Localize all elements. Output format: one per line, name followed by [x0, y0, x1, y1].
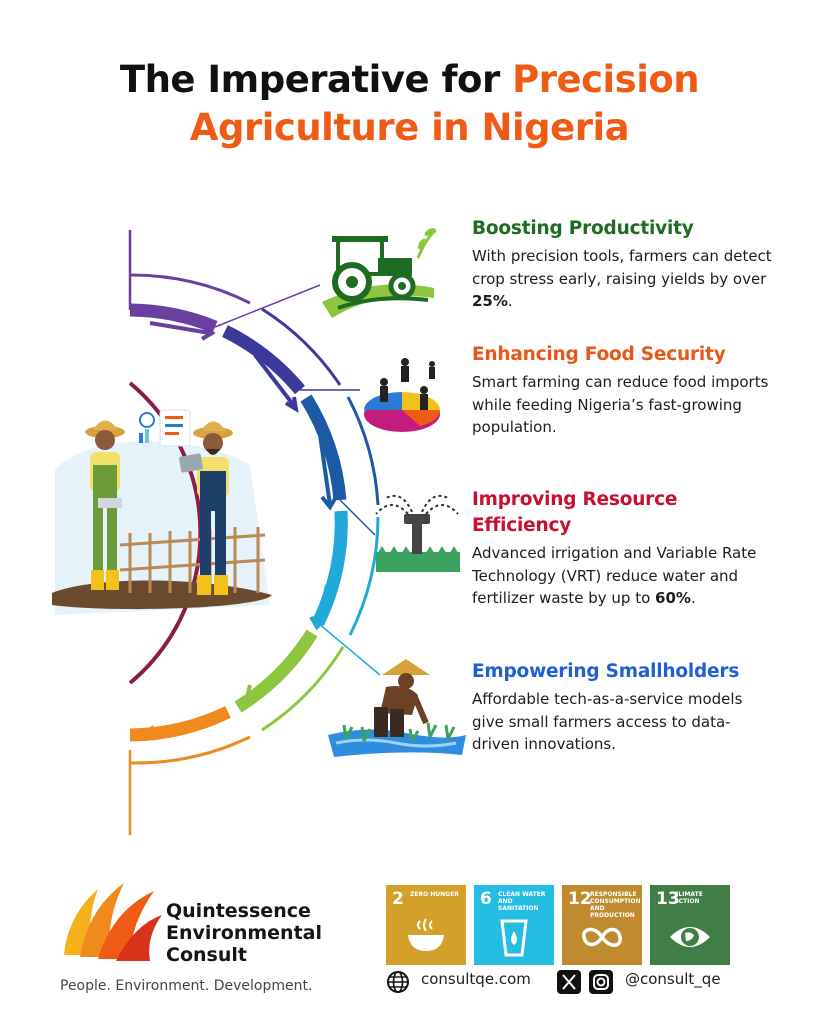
arc-segment-purple — [130, 310, 215, 327]
sprinkler-icon — [372, 490, 462, 576]
rice-farmer-icon — [326, 655, 466, 765]
feature-enhancing-food-security — [472, 342, 772, 439]
feature-description: With precision tools, farmers can detect crop stress early, raising yields by over 25%. — [472, 247, 772, 310]
x-twitter-icon[interactable] — [557, 970, 581, 994]
sdg-badge-6: 6 CLEAN WATER AND SANITATION — [474, 885, 554, 965]
data-dashboard — [139, 410, 190, 446]
feature-heading: Empowering Smallholders — [472, 661, 740, 682]
water-glass-icon — [492, 917, 536, 957]
pie-chart-people-icon — [360, 352, 450, 442]
sdg-badge-12: 12 RESPONSIBLE CONSUMPTION AND PRODUCTION — [562, 885, 642, 965]
tractor-icon — [318, 218, 438, 326]
feature-description: Advanced irrigation and Variable Rate Technology (VRT) reduce water and fertilizer waste by up to 60%. — [472, 544, 757, 607]
title-line-2: Agriculture in Nigeria — [189, 106, 630, 149]
feature-heading: Improving Resource Efficiency — [472, 489, 678, 536]
feature-heading: Boosting Productivity — [472, 218, 694, 239]
globe-icon — [386, 970, 410, 994]
instagram-icon[interactable] — [589, 970, 613, 994]
arc-segment-indigo — [225, 331, 300, 390]
company-logo-icon — [58, 875, 178, 965]
title-line-1: The Imperative for Precision — [119, 58, 700, 101]
eye-globe-icon — [668, 917, 712, 957]
feature-boosting-productivity — [472, 216, 772, 313]
feature-description: Smart farming can reduce food imports while feeding Nigeria’s fast-growing population. — [472, 373, 769, 436]
tagline: People. Environment. Development. — [60, 978, 313, 994]
brand-name: Quintessence Environmental Consult — [166, 900, 322, 966]
infinity-icon — [580, 917, 624, 957]
feature-description: Affordable tech-as-a-service models give small farmers access to data-driven innovations. — [472, 690, 743, 753]
page-title — [0, 56, 819, 152]
social-handle-link[interactable]: @consult_qe — [625, 970, 721, 988]
website-link[interactable]: consultqe.com — [421, 970, 531, 988]
bowl-icon — [404, 917, 448, 957]
sdg-badge-2: 2 ZERO HUNGER — [386, 885, 466, 965]
feature-improving-resource-efficiency — [472, 487, 772, 610]
feature-heading: Enhancing Food Security — [472, 344, 726, 365]
feature-empowering-smallholders — [472, 659, 772, 756]
sdg-badge-13: 13 CLIMATE ACTION — [650, 885, 730, 965]
